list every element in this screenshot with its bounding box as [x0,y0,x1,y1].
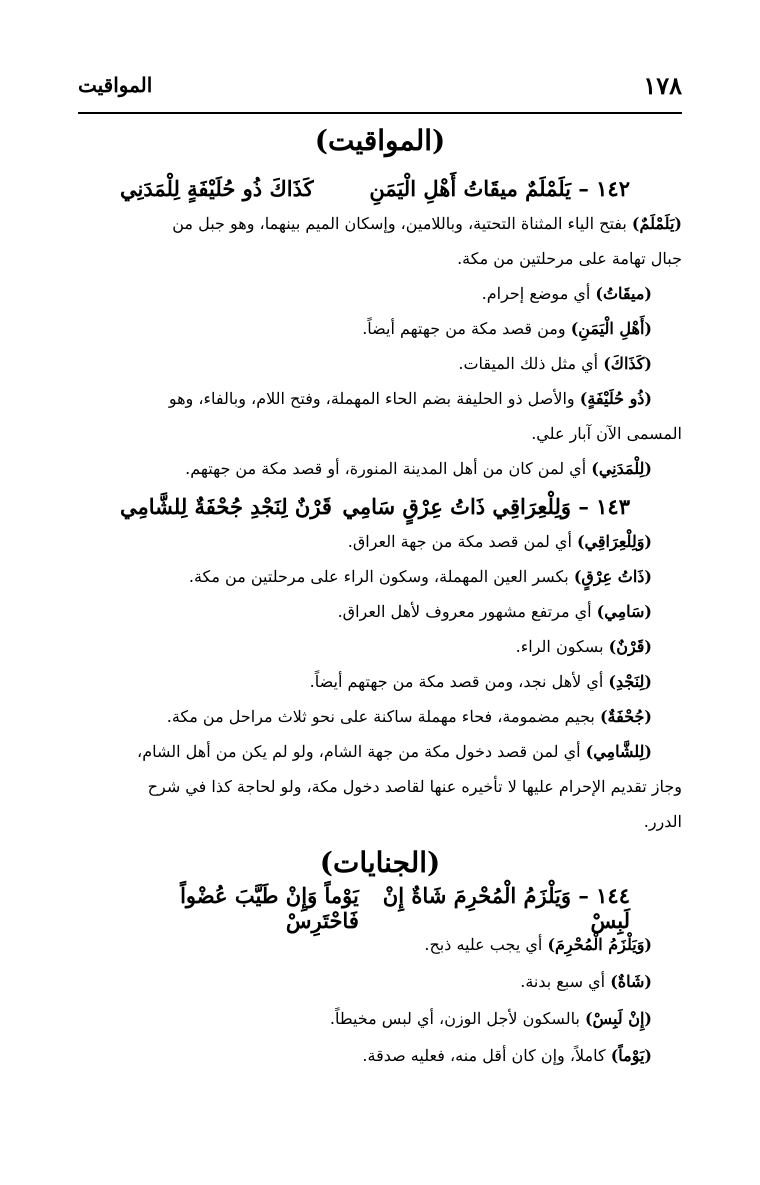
term: (جُحْفَةٌ) [599,707,652,726]
commentary-text: أي مثل ذلك الميقات. [458,354,599,373]
verse-second-half: كَذَاكَ ذُو حُلَيْفَةٍ لِلْمَدَنِي [120,175,314,201]
commentary-text: أي مرتفع مشهور معروف لأهل العراق. [337,602,592,621]
term: (كَذَاكَ) [603,354,652,373]
commentary-line: جبال تهامة على مرحلتين من مكة. [457,249,682,268]
term: (وَيَلْزَمُ الْمُحْرِمَ) [547,935,652,954]
term: (ذَاتُ عِرْقٍ) [573,567,652,586]
page-header [78,68,682,102]
header-rule [78,112,682,114]
commentary-line [516,637,652,656]
verse-number: ١٤٤ [596,883,630,908]
term: (أَهْلِ الْيَمَنِ) [570,319,652,338]
commentary-line [458,354,652,373]
term: (لِلشَّامِي) [585,742,652,761]
commentary-text: أي لمن قصد دخول مكة من جهة الشام، ولو لم يكن من أهل الشام، [137,742,581,761]
commentary-line [338,602,652,621]
commentary-line [482,284,652,303]
commentary-text: ومن قصد مكة من جهتهم أيضاً. [362,319,566,338]
term: (لِنَجْدِ) [608,672,652,691]
commentary-text: كاملاً، وإن كان أقل منه، فعليه صدقة. [362,1046,606,1065]
commentary-line: وجاز تقديم الإحرام عليها لا تأخيره عنها لقاصد دخول مكة، ولو لحاجة كذا في شرح [147,777,682,796]
commentary-text: بفتح الياء المثناة التحتية، وباللامين، وإسكان الميم بينهما، وهو جبل من [172,214,627,233]
commentary-text: بجيم مضمومة، فحاء مهملة ساكنة على نحو ثلاث مراحل من مكة. [166,707,595,726]
commentary-line [348,532,652,551]
term: (لِلْمَدَنِي) [591,459,652,478]
commentary-line [330,1009,652,1028]
commentary-line [520,972,652,991]
commentary-line [169,389,652,408]
term: (ميقَاتُ) [595,284,652,303]
verse-number: ١٤٢ [596,175,630,201]
verse-line [120,488,630,524]
section-title: (الجنايات) [319,846,441,879]
commentary-text: بالسكون لأجل الوزن، أي لبس مخيطاً. [329,1009,580,1028]
commentary-line: الدرر. [643,812,682,831]
commentary-line [310,672,652,691]
verse-first-half: ١٤٣ – وَلِلْعِرَاقِي ذَاتُ عِرْقٍ سَامِي [342,493,630,519]
term: (شَاةٌ) [610,972,652,991]
term: (وَلِلْعِرَاقِي) [576,532,652,551]
verse-line [120,883,630,933]
verse-second-half: يَوْماً وَإِنْ طَيَّبَ عُضْواً فَاحْتَرِسْ [180,883,359,933]
hemistich: يَلَمْلَمٌ ميقَاتُ أَهْلِ الْيَمَنِ [369,175,572,201]
section-title: (المواقيت) [314,124,446,157]
commentary-text: أي سبع بدنة. [520,972,606,991]
commentary-line [172,214,682,233]
verse-line [120,170,630,206]
verse-second-half: قَرْنٌ لِنَجْدِ جُحْفَةٌ لِلشَّامِي [120,493,332,519]
term: (يَوْماً) [610,1046,652,1065]
verse-first-half: ١٤٤ – وَيَلْزَمُ الْمُحْرِمَ شَاةٌ إِنْ لَبِسْ [382,883,630,933]
commentary-line [185,459,652,478]
running-title: المواقيت [78,73,153,97]
commentary-line [424,935,652,954]
commentary-line [362,1046,652,1065]
term: (سَامِي) [596,602,652,621]
commentary-text: أي لمن قصد مكة من جهة العراق. [347,532,572,551]
hemistich: وَلِلْعِرَاقِي ذَاتُ عِرْقٍ سَامِي [342,493,572,519]
commentary-text: والأصل ذو الحليفة بضم الحاء المهملة، وفتح اللام، وبالفاء، وهو [168,389,575,408]
commentary-line [189,567,652,586]
commentary-text: أي لمن كان من أهل المدينة المنورة، أو قصد مكة من جهتهم. [185,459,587,478]
hemistich: وَيَلْزَمُ الْمُحْرِمَ شَاةٌ إِنْ لَبِسْ [382,883,630,933]
commentary-line: المسمى الآن آبار علي. [531,424,682,443]
term: (ذُو حُلَيْفَةٍ) [579,389,652,408]
commentary-text: بكسر العين المهملة، وسكون الراء على مرحلتين من مكة. [188,567,569,586]
commentary-line [167,707,652,726]
commentary-line [137,742,652,761]
commentary-text: أي لأهل نجد، ومن قصد مكة من جهتهم أيضاً. [309,672,604,691]
term: (يَلَمْلَمٌ) [631,214,682,233]
commentary-text: أي موضع إحرام. [481,284,591,303]
commentary-line [362,319,652,338]
commentary-text: أي يجب عليه ذبح. [424,935,543,954]
verse-number: ١٤٣ [596,493,630,519]
commentary-text: بسكون الراء. [515,637,604,656]
term: (قَرْنٌ) [608,637,652,656]
verse-first-half: ١٤٢ – يَلَمْلَمٌ ميقَاتُ أَهْلِ الْيَمَنِ [369,175,630,201]
page-number: ١٧٨ [643,70,682,100]
term: (إِنْ لَبِسْ) [584,1009,652,1028]
